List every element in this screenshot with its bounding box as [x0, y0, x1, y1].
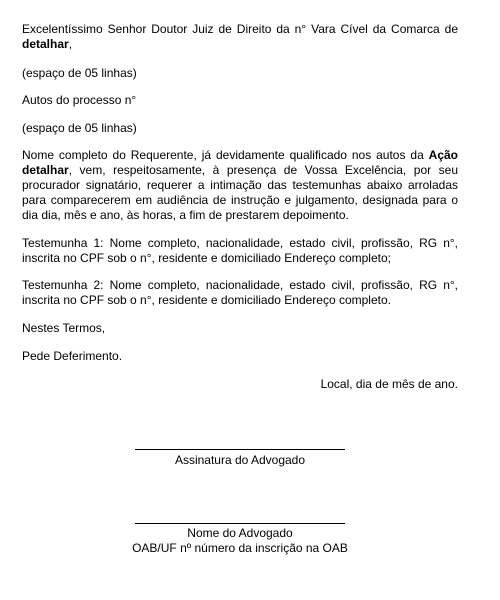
- place-and-date: Local, dia de mês de ano.: [320, 377, 458, 391]
- body-paragraph: [22, 148, 458, 223]
- process-number-line: Autos do processo n°: [22, 93, 137, 107]
- body-text-start: Nome completo do Requerente, já devidamente qualificado nos autos da: [22, 148, 429, 162]
- addressee-bold-placeholder: detalhar: [22, 37, 69, 51]
- signature-line-1: [135, 449, 345, 450]
- witness-1-paragraph: Testemunha 1: Nome completo, nacionalidade, estado civil, profissão, RG n°, inscrita no CPF sob o n°, residente e domiciliado Endereço completo;: [22, 236, 458, 265]
- addressee-punctuation: ,: [68, 37, 73, 51]
- lawyer-oab-label: OAB/UF nº número da inscrição na OAB: [132, 541, 348, 555]
- addressee-text: Excelentíssimo Senhor Doutor Juiz de Direito da n° Vara Cível da Comarca de: [22, 22, 458, 36]
- addressee-paragraph: [22, 22, 458, 52]
- lawyer-name-label: Nome do Advogado: [187, 526, 293, 540]
- body-text-rest: , vem, respeitosamente, à presença de Vossa Excelência, por seu procurador signatário, requerer a intimação das testemunhas abaixo arroladas para comparecerem em audiência de instrução e julgamento, designada para o dia dia, mês e ano, às horas, a fim de prestarem depoimento.: [22, 163, 458, 222]
- signature-line-2: [135, 523, 345, 524]
- action-name-bold: Ação detalhar: [22, 148, 458, 177]
- line-spacing-note-1: (espaço de 05 linhas): [22, 66, 137, 80]
- closing-terms: Nestes Termos,: [22, 321, 106, 335]
- signature-label-1: Assinatura do Advogado: [174, 453, 306, 467]
- closing-request: Pede Deferimento.: [22, 349, 123, 363]
- line-spacing-note-2: (espaço de 05 linhas): [22, 121, 137, 135]
- witness-2-paragraph: Testemunha 2: Nome completo, nacionalidade, estado civil, profissão, RG n°, inscrita no CPF sob o n°, residente e domiciliado Endereço completo.: [22, 278, 458, 307]
